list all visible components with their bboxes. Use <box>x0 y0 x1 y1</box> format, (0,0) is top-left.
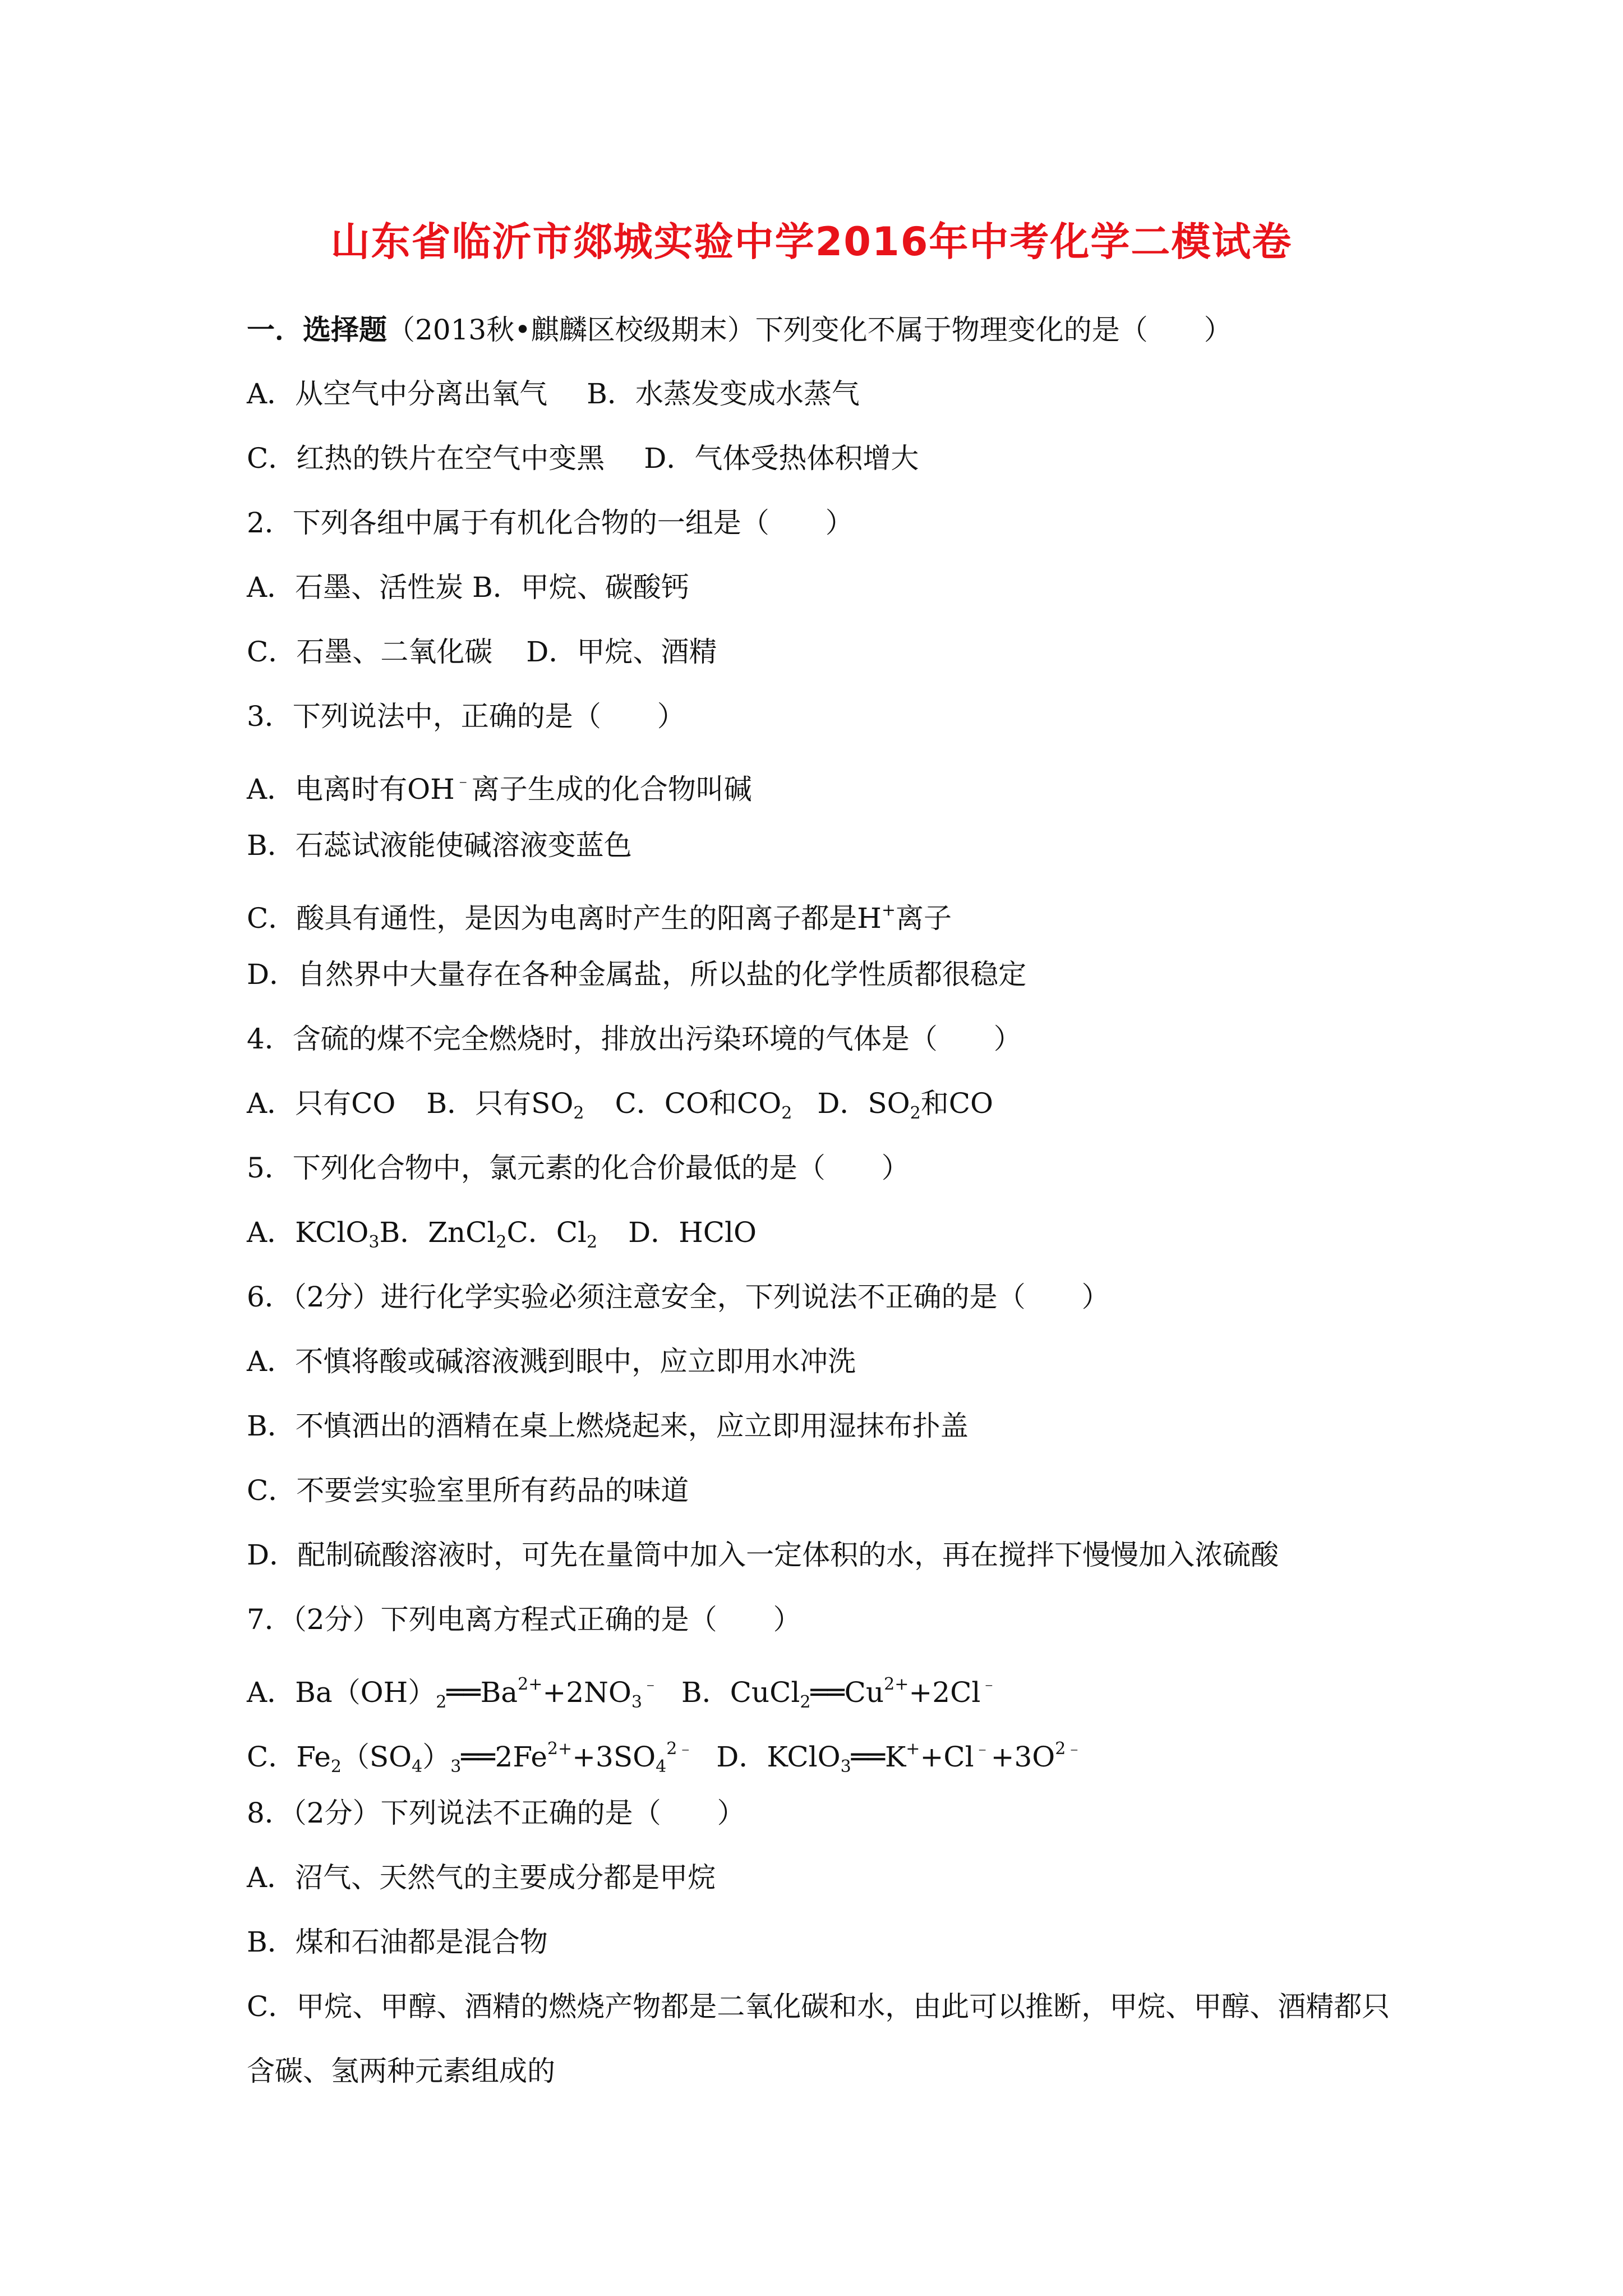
question-6-option-b: B．不慎洒出的酒精在桌上燃烧起来，应立即用湿抹布扑盖 <box>247 1410 969 1442</box>
subscript: 4 <box>656 1757 667 1777</box>
question-3-option-a <box>247 749 1391 813</box>
option-c-text: C．酸具有通性，是因为电离时产生的阳离子都是H <box>247 902 882 935</box>
option-b: B．CuCl <box>681 1676 800 1709</box>
option-a: A．KClO <box>247 1216 369 1249</box>
question-2-options-ab <box>247 555 1391 620</box>
option-a-text-end: 离子生成的化合物叫碱 <box>471 773 752 806</box>
equation-part: +Cl <box>920 1741 974 1773</box>
question-2-options-cd <box>247 620 1391 684</box>
superscript: 2+ <box>518 1674 543 1694</box>
subscript: 2 <box>496 1232 507 1252</box>
option-c: C．Cl <box>506 1216 587 1249</box>
equation-part: +2NO <box>542 1676 631 1709</box>
equation-part: ） <box>422 1741 451 1773</box>
question-8-option-c: C．甲烷、甲醇、酒精的燃烧产物都是二氧化碳和水，由此可以推断，甲烷、甲醇、酒精都只含碳、氢两种元素组成的 <box>247 1990 1390 2087</box>
option-d: D．SO <box>817 1087 910 1120</box>
option-a: A．只有CO <box>247 1087 396 1120</box>
page-title: 山东省临沂市郯城实验中学2016年中考化学二模试卷 <box>330 219 1293 265</box>
equation-part: ══Cu <box>810 1676 884 1709</box>
superscript: ﹣ <box>974 1739 991 1759</box>
equation-part: +2Cl <box>909 1676 981 1709</box>
option-b: B．甲烷、碳酸钙 <box>472 571 689 604</box>
question-6-option-a: A．不慎将酸或碱溶液溅到眼中，应立即用水冲洗 <box>247 1345 856 1378</box>
question-7-stem: 7．（2分）下列电离方程式正确的是（ ） <box>247 1603 801 1636</box>
option-d: D．气体受热体积增大 <box>644 442 919 475</box>
option-c: C．Fe <box>247 1741 331 1773</box>
superscript: 2+ <box>884 1674 909 1694</box>
question-6-option-c: C．不要尝实验室里所有药品的味道 <box>247 1474 689 1507</box>
subscript: 2 <box>573 1103 584 1123</box>
option-a: A．Ba（OH） <box>247 1676 436 1709</box>
subscript: 2 <box>587 1232 598 1252</box>
question-5-options <box>247 1200 1391 1265</box>
question-1-options-cd <box>247 426 1391 491</box>
option-d: D．HClO <box>628 1216 757 1249</box>
question-1-text: 下列变化不属于物理变化的是（ ） <box>755 314 1232 346</box>
question-3-option-b: B．石蕊试液能使碱溶液变蓝色 <box>247 829 632 862</box>
question-2-stem: 2．下列各组中属于有机化合物的一组是（ ） <box>247 507 854 539</box>
question-4-stem: 4．含硫的煤不完全燃烧时，排放出污染环境的气体是（ ） <box>247 1023 1022 1055</box>
option-b: B．ZnCl <box>379 1216 496 1249</box>
superscript: ﹣ <box>454 771 472 791</box>
question-8-stem: 8．（2分）下列说法不正确的是（ ） <box>247 1797 745 1829</box>
superscript: 2﹣ <box>666 1739 694 1759</box>
equation-part: ══2Fe <box>461 1741 547 1773</box>
option-b: B．只有SO <box>426 1087 574 1120</box>
question-6-stem: 6．（2分）进行化学实验必须注意安全，下列说法不正确的是（ ） <box>247 1281 1110 1313</box>
equation-part: ══K <box>851 1741 906 1773</box>
equation-part: +3SO <box>572 1741 656 1773</box>
superscript: + <box>906 1739 920 1759</box>
option-d: D．甲烷、酒精 <box>526 636 717 668</box>
question-7-options-ab <box>247 1652 1391 1717</box>
subscript: 2 <box>330 1757 342 1777</box>
section-label: 一．选择题 <box>247 313 387 346</box>
question-list <box>247 297 1391 2104</box>
option-a: A．石墨、活性炭 <box>247 571 464 604</box>
superscript: ﹣ <box>642 1674 659 1694</box>
subscript: 3 <box>368 1232 380 1252</box>
question-4-options <box>247 1071 1391 1136</box>
option-c-text-end: 离子 <box>896 902 952 935</box>
option-c: C．红热的铁片在空气中变黑 <box>247 442 605 475</box>
subscript: 2 <box>436 1692 447 1712</box>
option-d: D．KClO <box>716 1741 841 1773</box>
question-5-stem: 5．下列化合物中，氯元素的化合价最低的是（ ） <box>247 1152 910 1184</box>
question-8-option-b: B．煤和石油都是混合物 <box>247 1926 548 1958</box>
superscript: 2﹣ <box>1055 1739 1083 1759</box>
option-d-text-end: 和CO <box>920 1087 993 1120</box>
subscript: 3 <box>450 1757 462 1777</box>
question-6-option-d: D．配制硫酸溶液时，可先在量筒中加入一定体积的水，再在搅拌下慢慢加入浓硫酸 <box>247 1539 1279 1571</box>
option-c: C．CO和CO <box>615 1087 782 1120</box>
subscript: 2 <box>800 1692 811 1712</box>
question-7-options-cd <box>247 1717 1391 1781</box>
option-c: C．石墨、二氧化碳 <box>247 636 493 668</box>
question-1-source: （2013秋•麒麟区校级期末） <box>387 314 755 346</box>
subscript: 2 <box>910 1103 921 1123</box>
option-a-text: A．电离时有OH <box>247 773 455 806</box>
equation-part: （SO <box>341 1741 412 1773</box>
superscript: 2+ <box>547 1739 573 1759</box>
superscript: + <box>881 900 896 920</box>
subscript: 4 <box>412 1757 423 1777</box>
equation-part: ══Ba <box>446 1676 518 1709</box>
option-a: A．从空气中分离出氧气 <box>247 378 548 410</box>
question-8-option-a: A．沼气、天然气的主要成分都是甲烷 <box>247 1861 716 1894</box>
equation-part: +3O <box>990 1741 1055 1773</box>
question-1-options-ab <box>247 362 1391 426</box>
subscript: 3 <box>631 1692 642 1712</box>
option-b: B．水蒸发变成水蒸气 <box>587 378 860 410</box>
subscript: 3 <box>840 1757 851 1777</box>
superscript: ﹣ <box>980 1674 998 1694</box>
subscript: 2 <box>781 1103 792 1123</box>
question-3-option-c <box>247 878 1391 942</box>
question-3-option-d: D．自然界中大量存在各种金属盐，所以盐的化学性质都很稳定 <box>247 958 1027 991</box>
question-3-stem: 3．下列说法中，正确的是（ ） <box>247 700 685 733</box>
question-1-stem <box>247 297 1391 362</box>
